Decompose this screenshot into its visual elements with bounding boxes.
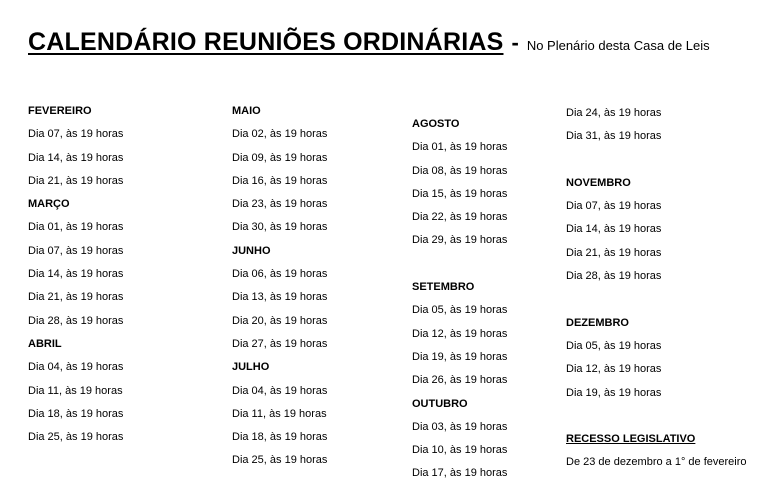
meeting-date: Dia 26, às 19 horas — [412, 374, 508, 387]
meeting-date: Dia 28, às 19 horas — [28, 314, 124, 327]
meeting-date: Dia 07, às 19 horas — [566, 200, 662, 213]
meeting-date: Dia 04, às 19 horas — [232, 384, 328, 397]
meeting-date: Dia 16, às 19 horas — [232, 174, 328, 187]
column-1 — [28, 100, 123, 449]
meeting-date: Dia 12, às 19 horas — [412, 327, 508, 340]
spacer — [412, 253, 507, 276]
month-heading-novembro: NOVEMBRO — [566, 176, 631, 189]
month-heading-outubro: OUTUBRO — [412, 397, 468, 410]
meeting-date: Dia 05, às 19 horas — [566, 339, 662, 352]
meeting-date: Dia 14, às 19 horas — [566, 223, 662, 236]
month-heading-fevereiro: FEVEREIRO — [28, 105, 92, 117]
meeting-date: Dia 01, às 19 horas — [28, 221, 124, 234]
meeting-date: Dia 06, às 19 horas — [232, 268, 328, 281]
meeting-date: Dia 18, às 19 horas — [232, 431, 328, 444]
header — [28, 28, 710, 57]
meeting-date: Dia 18, às 19 horas — [28, 407, 124, 420]
meeting-date: Dia 25, às 19 horas — [28, 431, 124, 444]
meeting-date: Dia 17, às 19 horas — [412, 467, 508, 480]
meeting-date: Dia 13, às 19 horas — [232, 291, 328, 304]
column-2 — [232, 100, 327, 473]
meeting-date: Dia 04, às 19 horas — [28, 361, 124, 374]
meeting-date: Dia 10, às 19 horas — [412, 444, 508, 457]
month-heading-junho: JUNHO — [232, 244, 271, 257]
meeting-date: Dia 21, às 19 horas — [28, 174, 124, 187]
meeting-date: Dia 29, às 19 horas — [412, 234, 508, 247]
meeting-date: Dia 27, às 19 horas — [232, 337, 328, 350]
meeting-date: Dia 14, às 19 horas — [28, 268, 124, 281]
meeting-date: Dia 14, às 19 horas — [28, 151, 124, 164]
meeting-date: Dia 07, às 19 horas — [28, 128, 124, 141]
month-heading-julho: JULHO — [232, 361, 270, 374]
meeting-date: Dia 25, às 19 horas — [232, 454, 328, 467]
meeting-date: Dia 01, às 19 horas — [412, 141, 508, 154]
meeting-date: Dia 19, às 19 horas — [566, 386, 662, 399]
meeting-date: Dia 07, às 19 horas — [28, 244, 124, 257]
title-dash: - — [511, 30, 519, 55]
meeting-date: Dia 03, às 19 horas — [412, 420, 508, 433]
meeting-date: Dia 21, às 19 horas — [566, 246, 662, 259]
meeting-date: Dia 31, às 19 horas — [566, 130, 662, 143]
meeting-date: Dia 23, às 19 horas — [232, 198, 328, 211]
document-title: CALENDÁRIO REUNIÕES ORDINÁRIAS — [28, 28, 504, 56]
meeting-date: Dia 15, às 19 horas — [412, 187, 508, 200]
spacer — [566, 405, 747, 428]
meeting-date: Dia 09, às 19 horas — [232, 151, 328, 164]
column-4 — [566, 102, 747, 475]
month-heading-agosto: AGOSTO — [412, 118, 460, 130]
meeting-date: Dia 22, às 19 horas — [412, 211, 508, 224]
meeting-date: Dia 21, às 19 horas — [28, 291, 124, 304]
meeting-date: Dia 12, às 19 horas — [566, 363, 662, 376]
meeting-date: Dia 02, às 19 horas — [232, 128, 328, 141]
meeting-date: Dia 30, às 19 horas — [232, 221, 328, 234]
month-heading-maio: MAIO — [232, 105, 261, 117]
meeting-date: Dia 24, às 19 horas — [566, 107, 662, 119]
meeting-date: Dia 08, às 19 horas — [412, 164, 508, 177]
month-heading-setembro: SETEMBRO — [412, 281, 475, 294]
meeting-date: Dia 05, às 19 horas — [412, 304, 508, 317]
month-heading-abril: ABRIL — [28, 337, 62, 350]
document-subtitle: No Plenário desta Casa de Leis — [526, 38, 710, 53]
spacer — [566, 288, 747, 311]
meeting-date: Dia 11, às 19 horas — [28, 384, 123, 397]
meeting-date: Dia 11, às 19 horas — [232, 407, 327, 420]
spacer — [566, 149, 747, 172]
meeting-date: Dia 20, às 19 horas — [232, 314, 328, 327]
month-heading-dezembro: DEZEMBRO — [566, 316, 629, 329]
meeting-date: Dia 28, às 19 horas — [566, 270, 662, 283]
recess-title: RECESSO LEGISLATIVO — [566, 433, 696, 446]
month-heading-marco: MARÇO — [28, 198, 70, 211]
recess-text: De 23 de dezembro a 1° de fevereiro — [566, 456, 747, 469]
column-3 — [412, 113, 507, 486]
meeting-date: Dia 19, às 19 horas — [412, 350, 508, 363]
